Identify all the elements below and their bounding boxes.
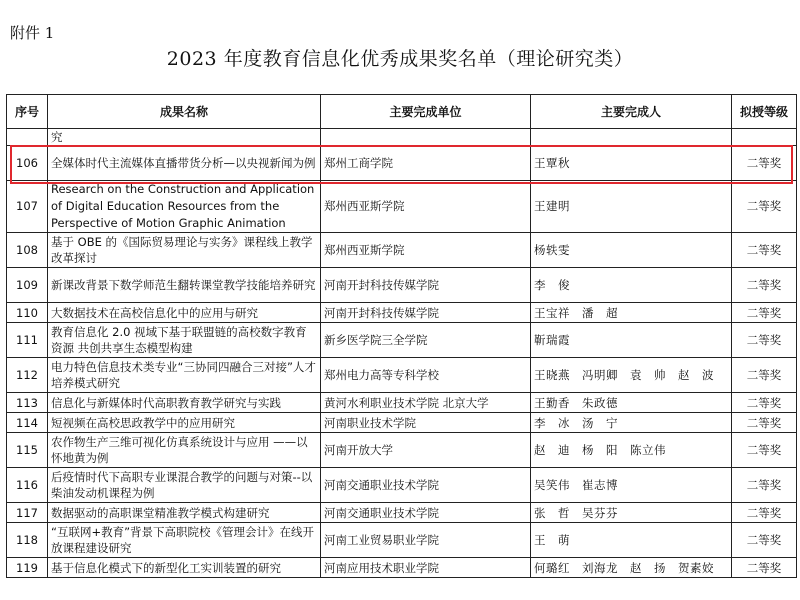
cell-index: 119 bbox=[7, 558, 48, 578]
cell-name: 农作物生产三维可视化仿真系统设计与应用 ——以怀地黄为例 bbox=[48, 433, 321, 468]
cell-index: 109 bbox=[7, 268, 48, 303]
header-person: 主要完成人 bbox=[531, 95, 732, 129]
cell-name: 数据驱动的高职课堂精准教学模式构建研究 bbox=[48, 503, 321, 523]
cell-grade: 二等奖 bbox=[732, 523, 797, 558]
cell-index: 111 bbox=[7, 323, 48, 358]
cell-index bbox=[7, 129, 48, 146]
cell-index: 117 bbox=[7, 503, 48, 523]
cell-person: 李 俊 bbox=[531, 268, 732, 303]
cell-unit: 河南开封科技传媒学院 bbox=[321, 268, 531, 303]
cell-person: 何璐红 刘海龙 赵 扬 贺素姣 bbox=[531, 558, 732, 578]
cell-unit: 河南开封科技传媒学院 bbox=[321, 303, 531, 323]
cell-grade: 二等奖 bbox=[732, 303, 797, 323]
cell-unit: 新乡医学院三全学院 bbox=[321, 323, 531, 358]
table-row bbox=[7, 146, 797, 181]
cell-grade: 二等奖 bbox=[732, 468, 797, 503]
cell-grade: 二等奖 bbox=[732, 433, 797, 468]
cell-person bbox=[531, 129, 732, 146]
header-unit: 主要完成单位 bbox=[321, 95, 531, 129]
cell-grade: 二等奖 bbox=[732, 146, 797, 181]
cell-person: 张 哲 吴芬芬 bbox=[531, 503, 732, 523]
cell-name: 基于信息化模式下的新型化工实训装置的研究 bbox=[48, 558, 321, 578]
cell-unit: 河南职业技术学院 bbox=[321, 413, 531, 433]
cell-index: 110 bbox=[7, 303, 48, 323]
cell-name: 全媒体时代主流媒体直播带货分析—以央视新闻为例 bbox=[48, 146, 321, 181]
cell-index: 112 bbox=[7, 358, 48, 393]
cell-name: 信息化与新媒体时代高职教育教学研究与实践 bbox=[48, 393, 321, 413]
cell-person: 靳瑞霞 bbox=[531, 323, 732, 358]
cell-person: 王晓燕 冯明卿 袁 帅 赵 波 bbox=[531, 358, 732, 393]
table-row bbox=[7, 558, 797, 578]
table-row bbox=[7, 433, 797, 468]
cell-person: 王宝祥 潘 超 bbox=[531, 303, 732, 323]
cell-unit: 河南交通职业技术学院 bbox=[321, 468, 531, 503]
cell-person: 李 冰 汤 宁 bbox=[531, 413, 732, 433]
table-row bbox=[7, 358, 797, 393]
header-name: 成果名称 bbox=[48, 95, 321, 129]
document-title: 2023 年度教育信息化优秀成果奖名单（理论研究类） bbox=[166, 48, 634, 70]
cell-index: 116 bbox=[7, 468, 48, 503]
cell-unit: 郑州工商学院 bbox=[321, 146, 531, 181]
cell-unit: 郑州西亚斯学院 bbox=[321, 181, 531, 233]
cell-person: 王建明 bbox=[531, 181, 732, 233]
cell-index: 114 bbox=[7, 413, 48, 433]
cell-index: 106 bbox=[7, 146, 48, 181]
cell-grade: 二等奖 bbox=[732, 393, 797, 413]
cell-grade: 二等奖 bbox=[732, 358, 797, 393]
cell-name: 究 bbox=[48, 129, 321, 146]
table-row bbox=[7, 393, 797, 413]
cell-grade: 二等奖 bbox=[732, 268, 797, 303]
cell-name: 新课改背景下数学师范生翻转课堂教学技能培养研究 bbox=[48, 268, 321, 303]
cell-name: 大数据技术在高校信息化中的应用与研究 bbox=[48, 303, 321, 323]
cell-person: 王 萌 bbox=[531, 523, 732, 558]
cell-grade: 二等奖 bbox=[732, 233, 797, 268]
cell-name: 短视频在高校思政教学中的应用研究 bbox=[48, 413, 321, 433]
table-row bbox=[7, 413, 797, 433]
cell-unit: 郑州电力高等专科学校 bbox=[321, 358, 531, 393]
award-table bbox=[6, 94, 797, 578]
cell-grade: 二等奖 bbox=[732, 181, 797, 233]
cell-index: 115 bbox=[7, 433, 48, 468]
cell-name: 电力特色信息技术类专业“三协同四融合三对接”人才培养模式研究 bbox=[48, 358, 321, 393]
cell-name: “互联网+教育”背景下高职院校《管理会计》在线开放课程建设研究 bbox=[48, 523, 321, 558]
table-row bbox=[7, 181, 797, 233]
cell-index: 118 bbox=[7, 523, 48, 558]
cell-unit: 河南应用技术职业学院 bbox=[321, 558, 531, 578]
table-row bbox=[7, 323, 797, 358]
cell-index: 113 bbox=[7, 393, 48, 413]
cell-unit: 郑州西亚斯学院 bbox=[321, 233, 531, 268]
cell-grade: 二等奖 bbox=[732, 323, 797, 358]
header-grade: 拟授等级 bbox=[732, 95, 797, 129]
cell-person: 赵 迪 杨 阳 陈立伟 bbox=[531, 433, 732, 468]
cell-person: 王勤香 朱政德 bbox=[531, 393, 732, 413]
header-index: 序号 bbox=[7, 95, 48, 129]
table-row bbox=[7, 468, 797, 503]
table-row bbox=[7, 268, 797, 303]
table-row bbox=[7, 503, 797, 523]
cell-unit: 黄河水利职业技术学院 北京大学 bbox=[321, 393, 531, 413]
cell-grade: 二等奖 bbox=[732, 503, 797, 523]
cell-grade: 二等奖 bbox=[732, 558, 797, 578]
table-row bbox=[7, 523, 797, 558]
table-row bbox=[7, 233, 797, 268]
cell-unit: 河南交通职业技术学院 bbox=[321, 503, 531, 523]
cell-index: 107 bbox=[7, 181, 48, 233]
annex-label: 附件 1 bbox=[10, 24, 55, 42]
cell-grade: 二等奖 bbox=[732, 413, 797, 433]
cell-unit: 河南开放大学 bbox=[321, 433, 531, 468]
cell-person: 杨轶雯 bbox=[531, 233, 732, 268]
cell-person: 吴笑伟 崔志博 bbox=[531, 468, 732, 503]
table-row-continued bbox=[7, 129, 797, 146]
cell-index: 108 bbox=[7, 233, 48, 268]
cell-unit bbox=[321, 129, 531, 146]
table-row bbox=[7, 303, 797, 323]
cell-unit: 河南工业贸易职业学院 bbox=[321, 523, 531, 558]
table-header-row bbox=[7, 95, 797, 129]
cell-name: Research on the Construction and Application of Digital Education Resources from the Perspective of Motion Graphic Animation bbox=[48, 181, 321, 233]
cell-name: 后疫情时代下高职专业课混合教学的问题与对策--以柴油发动机课程为例 bbox=[48, 468, 321, 503]
cell-grade bbox=[732, 129, 797, 146]
cell-person: 王覃秋 bbox=[531, 146, 732, 181]
cell-name: 基于 OBE 的《国际贸易理论与实务》课程线上教学改革探讨 bbox=[48, 233, 321, 268]
cell-name: 教育信息化 2.0 视域下基于联盟链的高校数字教育资源 共创共享生态模型构建 bbox=[48, 323, 321, 358]
